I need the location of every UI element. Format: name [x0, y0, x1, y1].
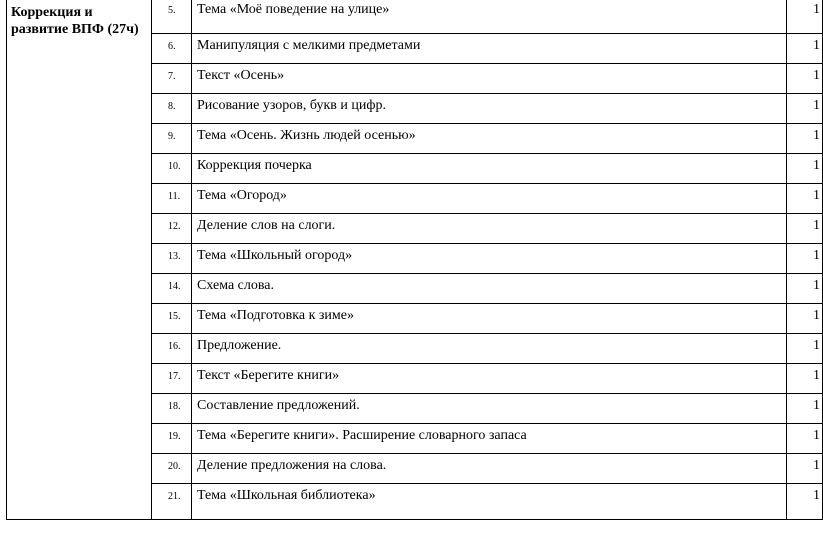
lesson-number: 20.	[152, 454, 192, 484]
lesson-hours: 1	[787, 454, 823, 484]
section-title: Коррекция и развитие ВПФ (27ч)	[7, 0, 152, 520]
lesson-hours: 1	[787, 424, 823, 454]
lesson-topic: Текст «Осень»	[192, 64, 787, 94]
lesson-topic: Манипуляция с мелкими предметами	[192, 34, 787, 64]
lesson-hours: 1	[787, 304, 823, 334]
lesson-number: 10.	[152, 154, 192, 184]
lesson-topic: Тема «Огород»	[192, 184, 787, 214]
lesson-hours: 1	[787, 394, 823, 424]
lesson-topic: Схема слова.	[192, 274, 787, 304]
lesson-number: 8.	[152, 94, 192, 124]
lesson-hours: 1	[787, 184, 823, 214]
lesson-number: 7.	[152, 64, 192, 94]
lesson-topic: Рисование узоров, букв и цифр.	[192, 94, 787, 124]
lesson-number: 11.	[152, 184, 192, 214]
lesson-topic: Предложение.	[192, 334, 787, 364]
lesson-hours: 1	[787, 334, 823, 364]
lesson-hours: 1	[787, 34, 823, 64]
lesson-number: 9.	[152, 124, 192, 154]
lesson-topic: Тема «Осень. Жизнь людей осенью»	[192, 124, 787, 154]
lesson-number: 18.	[152, 394, 192, 424]
lesson-topic: Тема «Школьный огород»	[192, 244, 787, 274]
lesson-topic: Тема «Моё поведение на улице»	[192, 0, 787, 34]
lesson-topic: Тема «Подготовка к зиме»	[192, 304, 787, 334]
lesson-hours: 1	[787, 244, 823, 274]
lesson-plan-table	[6, 0, 823, 520]
lesson-number: 15.	[152, 304, 192, 334]
lesson-number: 19.	[152, 424, 192, 454]
lesson-number: 21.	[152, 484, 192, 520]
lesson-hours: 1	[787, 214, 823, 244]
lesson-hours: 1	[787, 94, 823, 124]
lesson-topic: Текст «Берегите книги»	[192, 364, 787, 394]
lesson-topic: Составление предложений.	[192, 394, 787, 424]
lesson-hours: 1	[787, 64, 823, 94]
lesson-hours: 1	[787, 124, 823, 154]
lesson-number: 13.	[152, 244, 192, 274]
table-row	[7, 0, 823, 34]
lesson-topic: Тема «Берегите книги». Расширение словарного запаса	[192, 424, 787, 454]
lesson-number: 5.	[152, 0, 192, 34]
lesson-hours: 1	[787, 154, 823, 184]
lesson-topic: Тема «Школьная библиотека»	[192, 484, 787, 520]
lesson-hours: 1	[787, 274, 823, 304]
lesson-topic: Коррекция почерка	[192, 154, 787, 184]
lesson-plan-body	[7, 0, 823, 520]
lesson-hours: 1	[787, 0, 823, 34]
lesson-hours: 1	[787, 484, 823, 520]
lesson-number: 6.	[152, 34, 192, 64]
lesson-number: 12.	[152, 214, 192, 244]
lesson-topic: Деление предложения на слова.	[192, 454, 787, 484]
lesson-number: 16.	[152, 334, 192, 364]
lesson-number: 17.	[152, 364, 192, 394]
lesson-topic: Деление слов на слоги.	[192, 214, 787, 244]
lesson-hours: 1	[787, 364, 823, 394]
lesson-number: 14.	[152, 274, 192, 304]
